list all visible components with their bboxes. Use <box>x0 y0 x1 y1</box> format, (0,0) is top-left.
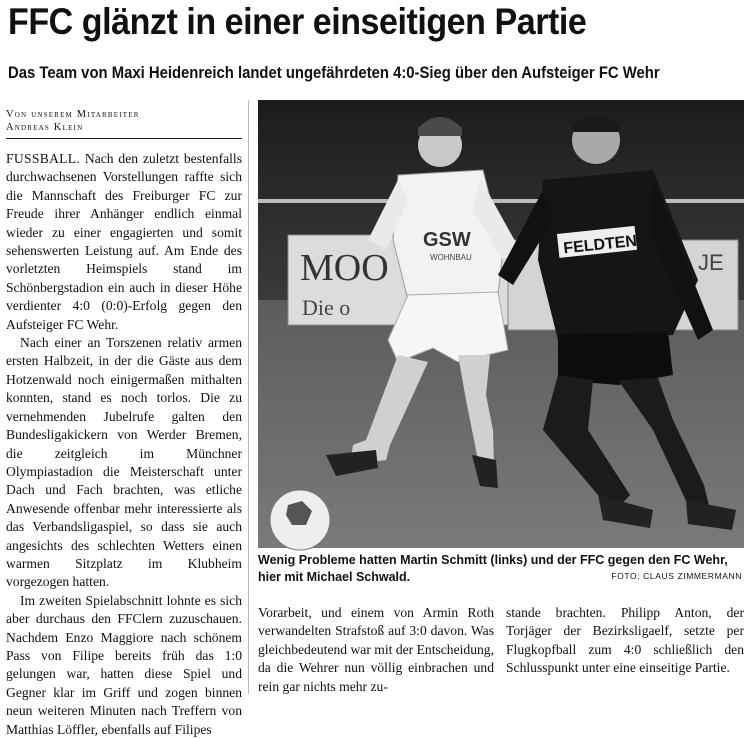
byline <box>6 108 242 134</box>
paragraph-1 <box>6 150 242 334</box>
headline: FFC glänzt in einer einseitigen Partie <box>8 1 587 42</box>
shirt-sponsor-white: GSW <box>423 229 471 251</box>
paragraph-1-text: Nach den zuletzt bestenfalls durchwachsenen Vorstellungen raffte sich die Mannschaft des Freiburger FC zur Freude ihrer Anhänger endlich einmal wieder zu einer engagierten und somit sehenswerten Leistung auf. Am Ende des vorletzten Heimspiels stand im Schönbergstadion ein auch in dieser Höhe verdienter 4:0 (0:0)-Erfolg gegen den Aufsteiger FC Wehr. <box>6 151 242 332</box>
paragraph-2: Nach einer an Torszenen relativ armen ersten Halbzeit, in der die Gäste aus dem Hotzenwald noch einigermaßen mithalten konnten, stand es noch torlos. Die zu vernehmenden Jubelrufe galten den Bundesligakickern von Werder Bremen, die zeitgleich im Münchner Olympiastadion die Meisterschaft unter Dach und Fach brachten, was etliche Anwesende offenbar mehr interessierte als das Verbandsligaspiel, so dass sie auch angesichts des schlechten Wetters einen warmen Sitzplatz im Klubheim vorgezogen hatten. <box>6 335 242 590</box>
banner-text-left-2: Die o <box>302 295 351 320</box>
railing <box>258 199 744 203</box>
byline-author: Andreas Klein <box>6 122 84 133</box>
match-photo-illustration <box>258 100 744 548</box>
paragraph-3-end: stande brachten. Philipp Anton, der Torjäger der Bezirksligaelf, setzte per Flugkopfball zum 4:0 schließlich den Schlusspunkt unter eine einseitige Partie. <box>506 605 744 676</box>
article-column-1 <box>6 150 242 737</box>
photo-caption: Wenig Probleme hatten Martin Schmitt (links) und der FFC gegen den FC Wehr, hier mit Michael Schwald. <box>258 553 728 584</box>
paragraph-3: Im zweiten Spielabschnitt lohnte es sich aber durchaus den FFClern zuzuschauen. Nachdem Enzo Maggiore nach schönem Pass von Filipe bereits früh das 1:0 gelungen war, hatten diese Spiel und Gegner klar im Griff und zogen binnen neun weiteren Minuten nach Treffern von Matthias Löffler, ebenfalls auf Filipes <box>6 592 242 737</box>
banner-text-left: MOO <box>300 247 389 289</box>
shirt-sponsor-dark: FELDTEN <box>562 232 638 258</box>
byline-role: Von unserem Mitarbeiter <box>6 109 140 120</box>
photo-credit: FOTO: CLAUS ZIMMERMANN <box>611 571 742 581</box>
column-divider <box>248 100 249 694</box>
shirt-sponsor-white-sub: WOHNBAU <box>430 253 472 262</box>
paragraph-3-continued: Vorarbeit, und einem von Armin Roth verwandelten Strafstoß auf 3:0 davon. Was gleichbedeutend war mit der Entscheidung, da die Wehrer nun völlig einbrachen und rein gar nichts mehr zu- <box>258 605 494 694</box>
match-photo <box>258 100 744 548</box>
byline-divider <box>6 138 242 139</box>
article-column-3 <box>506 604 744 694</box>
kicker: FUSSBALL. <box>6 151 81 166</box>
article-column-2 <box>258 604 494 694</box>
banner-text-far-right: JE <box>698 250 724 275</box>
subheadline: Das Team von Maxi Heidenreich landet ungefährdeten 4:0-Sieg über den Aufsteiger FC Wehr <box>8 64 660 82</box>
